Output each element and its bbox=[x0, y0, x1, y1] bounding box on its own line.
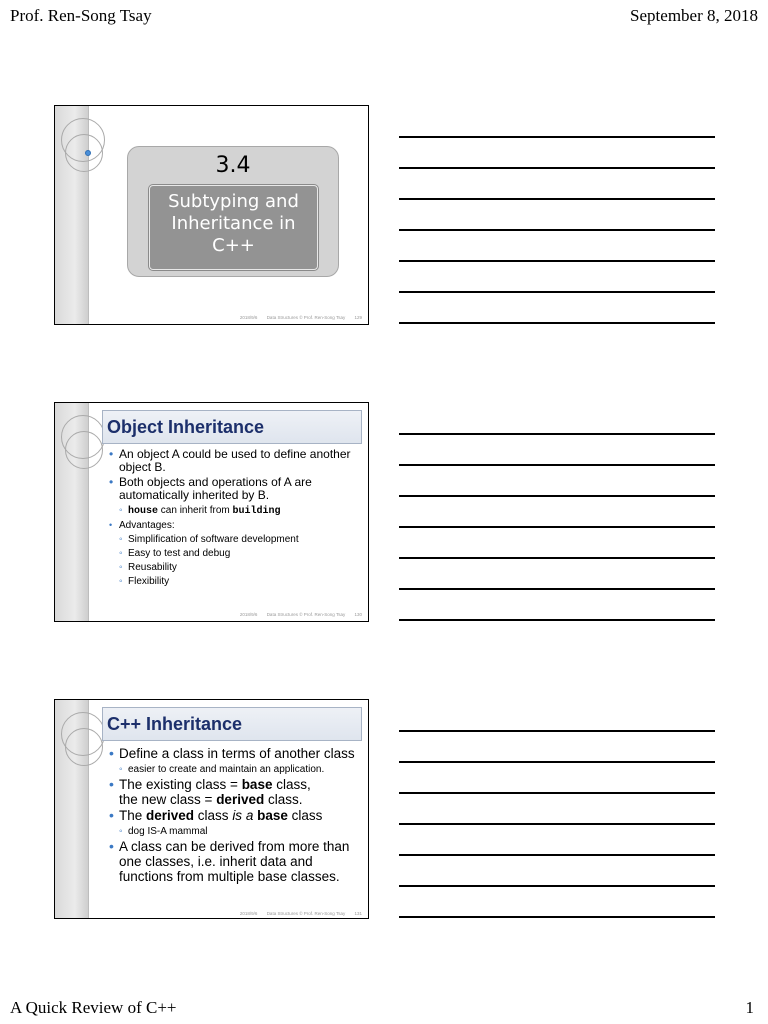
bold-term: base bbox=[241, 777, 273, 792]
sub-bullet-text: can inherit from bbox=[160, 505, 230, 516]
decorative-arc bbox=[65, 431, 103, 469]
italic-term: is a bbox=[232, 808, 254, 823]
section-title-line: C++ bbox=[212, 235, 255, 256]
code-term: house bbox=[128, 506, 159, 517]
bullet-text: class. bbox=[264, 792, 303, 807]
sub-bullet: ◦ Easy to test and debug bbox=[107, 547, 363, 561]
code-term: building bbox=[232, 506, 281, 517]
header-author: Prof. Ren-Song Tsay bbox=[10, 6, 152, 25]
note-line bbox=[399, 730, 715, 732]
bold-term: derived bbox=[146, 808, 195, 823]
sub-bullet: ◦ Simplification of software development bbox=[107, 533, 363, 547]
note-line bbox=[399, 588, 715, 590]
slide-side-strip bbox=[55, 106, 89, 324]
slide-footer-date: 2018/9/6 bbox=[239, 315, 258, 320]
sub-bullet: ◦ easier to create and maintain an application. bbox=[107, 762, 363, 777]
bold-term: derived bbox=[216, 792, 265, 807]
bullet-text: class bbox=[194, 808, 233, 823]
slide-footer-date: 2018/9/6 bbox=[239, 612, 258, 617]
decorative-arc bbox=[65, 728, 103, 766]
slide-footer bbox=[232, 315, 362, 320]
note-line bbox=[399, 823, 715, 825]
note-line bbox=[399, 792, 715, 794]
slide-side-strip bbox=[55, 403, 89, 621]
slide-footer bbox=[232, 911, 362, 916]
header-date: September 8, 2018 bbox=[630, 6, 758, 25]
section-title-box bbox=[127, 146, 339, 277]
note-line bbox=[399, 557, 715, 559]
bold-term: base bbox=[257, 808, 288, 823]
slide-footer-page: 131 bbox=[354, 911, 362, 916]
note-line bbox=[399, 761, 715, 763]
bullet: • An object A could be used to define another object B. bbox=[107, 448, 363, 474]
bullet-text: The existing class = bbox=[119, 777, 242, 792]
slide-body bbox=[107, 448, 363, 589]
slide-thumbnail-1 bbox=[54, 105, 369, 325]
sub-bullet bbox=[107, 504, 363, 519]
note-line bbox=[399, 260, 715, 262]
note-line bbox=[399, 322, 715, 324]
slide-footer-page: 130 bbox=[354, 612, 362, 617]
note-line bbox=[399, 198, 715, 200]
bullet: • Advantages: bbox=[107, 519, 363, 532]
bullet: • Define a class in terms of another class bbox=[107, 746, 363, 761]
note-line bbox=[399, 136, 715, 138]
sub-bullet: ◦ dog IS-A mammal bbox=[107, 824, 363, 839]
section-title-line: Inheritance in bbox=[171, 213, 296, 234]
slide-title: Object Inheritance bbox=[102, 410, 362, 444]
bullet bbox=[107, 777, 363, 807]
section-title bbox=[149, 185, 318, 270]
sub-bullet: ◦ Reusability bbox=[107, 561, 363, 575]
bullet-text: The bbox=[119, 808, 147, 823]
slide-footer-date: 2018/9/6 bbox=[239, 911, 258, 916]
note-line bbox=[399, 433, 715, 435]
slide-footer-course: Data Structures © Prof. Ren-Song Tsay bbox=[266, 911, 346, 916]
note-line bbox=[399, 464, 715, 466]
note-line bbox=[399, 885, 715, 887]
slide-footer-course: Data Structures © Prof. Ren-Song Tsay bbox=[266, 612, 346, 617]
slide-side-strip bbox=[55, 700, 89, 918]
decorative-arc bbox=[65, 134, 103, 172]
bullet-text: class, bbox=[272, 777, 311, 792]
slide-footer bbox=[232, 612, 362, 617]
bullet: • Both objects and operations of A are automatically inherited by B. bbox=[107, 476, 363, 502]
bullet-text: class bbox=[287, 808, 323, 823]
note-line bbox=[399, 229, 715, 231]
slide-footer-page: 129 bbox=[354, 315, 362, 320]
section-number: 3.4 bbox=[215, 153, 251, 178]
note-line bbox=[399, 495, 715, 497]
decorative-dot-icon bbox=[85, 150, 91, 156]
slide-body bbox=[107, 746, 363, 885]
slide-thumbnail-2 bbox=[54, 402, 369, 622]
bullet bbox=[107, 808, 363, 823]
footer-title: A Quick Review of C++ bbox=[10, 998, 177, 1017]
footer-page-number: 1 bbox=[745, 998, 754, 1017]
bullet: • A class can be derived from more than one classes, i.e. inherit data and functions from multiple base classes. bbox=[107, 839, 363, 884]
section-title-line: Subtyping and bbox=[168, 191, 299, 212]
note-line bbox=[399, 526, 715, 528]
slide-footer-course: Data Structures © Prof. Ren-Song Tsay bbox=[266, 315, 346, 320]
note-line bbox=[399, 619, 715, 621]
note-line bbox=[399, 916, 715, 918]
slide-title: C++ Inheritance bbox=[102, 707, 362, 741]
slide-thumbnail-3 bbox=[54, 699, 369, 919]
sub-bullet: ◦ Flexibility bbox=[107, 575, 363, 589]
bullet-text: the new class = bbox=[119, 792, 217, 807]
note-line bbox=[399, 291, 715, 293]
note-line bbox=[399, 854, 715, 856]
note-line bbox=[399, 167, 715, 169]
